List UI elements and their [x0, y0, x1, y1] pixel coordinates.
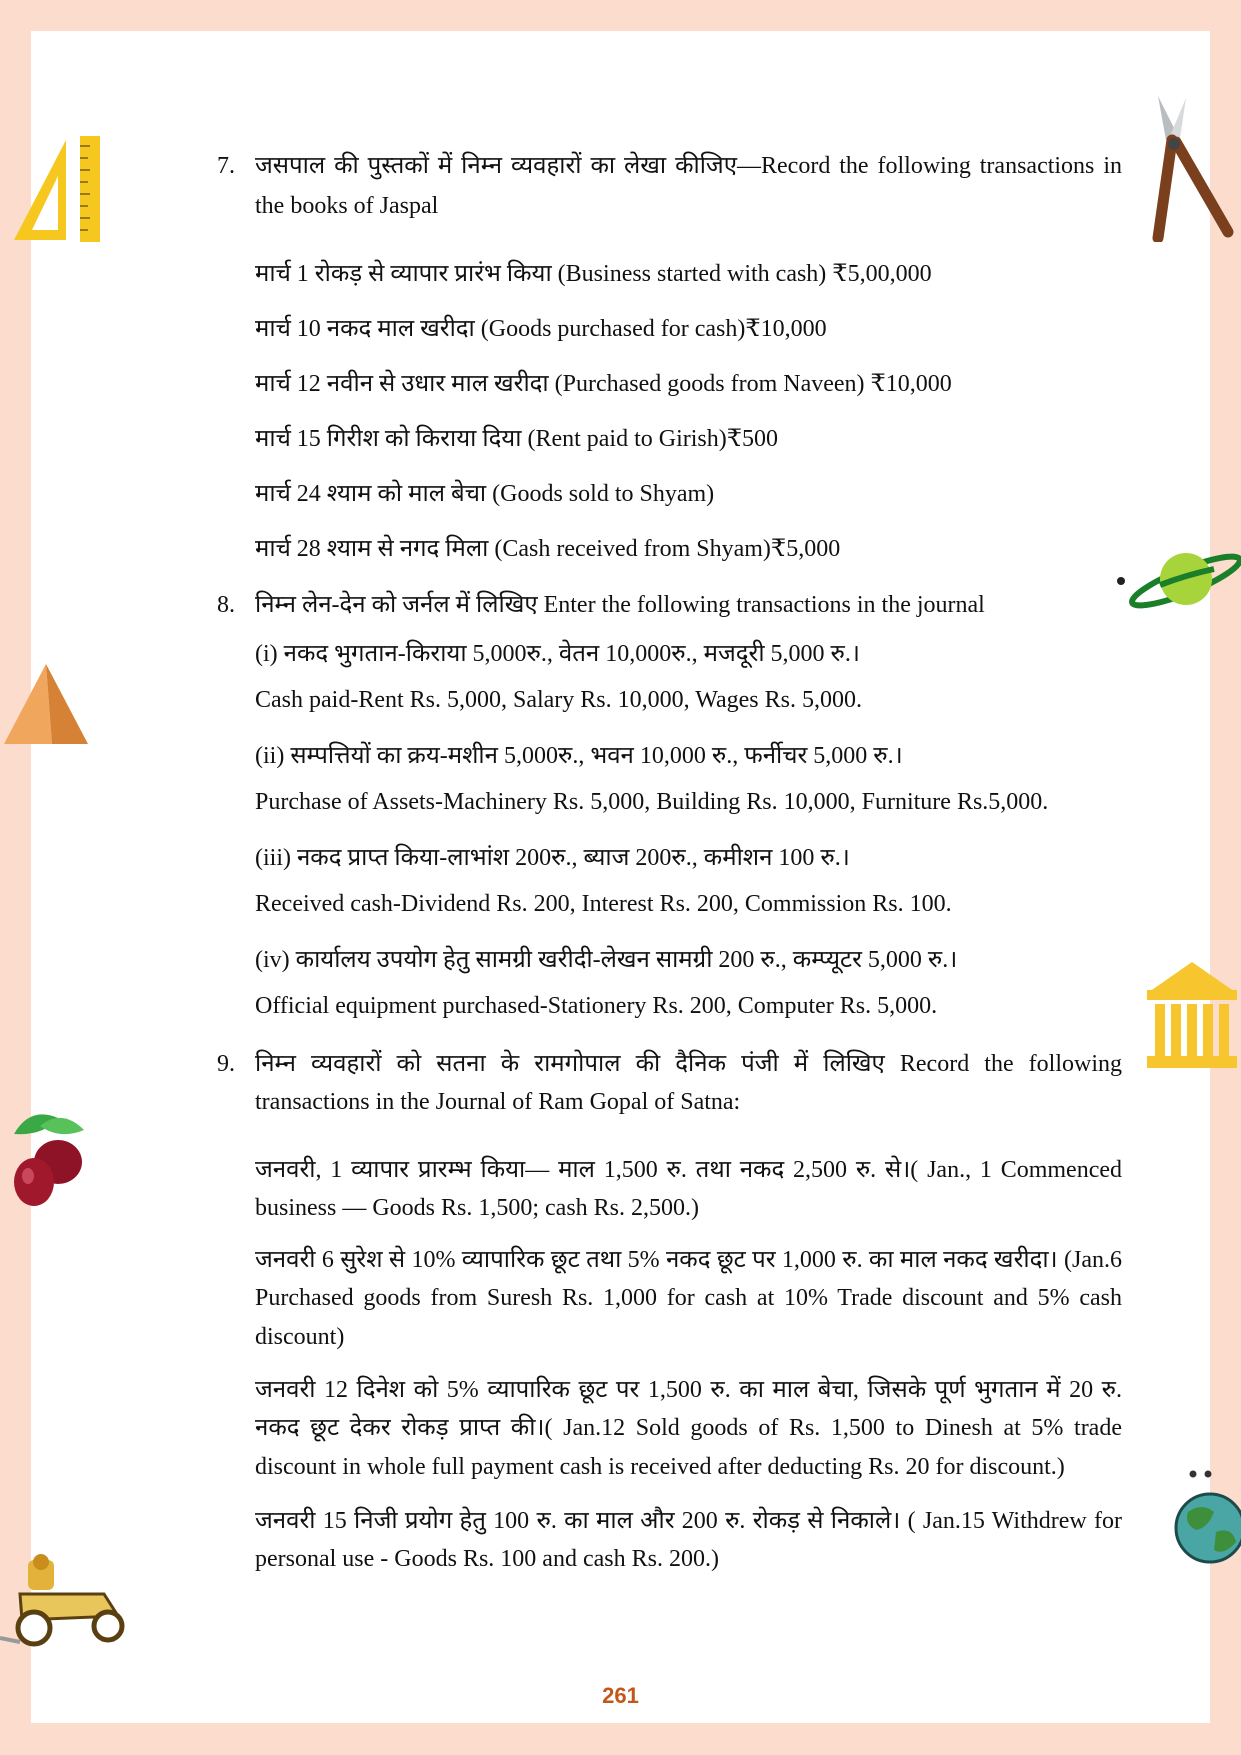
list-item: मार्च 12 नवीन से उधार माल खरीदा (Purchased goods from Naveen) ₹10,000	[255, 371, 952, 397]
list-item: Official equipment purchased-Stationery Rs. 200, Computer Rs. 5,000.	[255, 993, 938, 1019]
page-number: 261	[602, 1683, 639, 1708]
list-item: (iv) कार्यालय उपयोग हेतु सामग्री खरीदी-लेखन सामग्री 200 रु., कम्प्यूटर 5,000 रु.।	[255, 947, 958, 973]
list-item: मार्च 28 श्याम से नगद मिला (Cash received from Shyam)₹5,000	[255, 536, 841, 562]
list-item: जनवरी 15 निजी प्रयोग हेतु 100 रु. का माल और 200 रु. रोकड़ से निकाले। ( Jan.15 Withdrew for personal use - Goods Rs. 100 and cash Rs. 200.)	[255, 1508, 1122, 1573]
question-number: 8.	[217, 592, 235, 618]
list-item: (ii) सम्पत्तियों का क्रय-मशीन 5,000रु., भवन 10,000 रु., फर्नीचर 5,000 रु.।	[255, 743, 903, 769]
pyramid-icon	[2, 660, 90, 748]
question-number: 9.	[217, 1051, 235, 1077]
cherry-fruit-icon	[4, 1106, 88, 1210]
list-item: (iii) नकद प्राप्त किया-लाभांश 200रु., ब्याज 200रु., कमीशन 100 रु.।	[255, 845, 850, 871]
list-item: Cash paid-Rent Rs. 5,000, Salary Rs. 10,000, Wages Rs. 5,000.	[255, 687, 862, 713]
question-text: निम्न व्यवहारों को सतना के रामगोपाल की दैनिक पंजी में लिखिए Record the following transactions in the Journal of Ram Gopal of Satna:	[255, 1051, 1122, 1116]
list-item: Purchase of Assets-Machinery Rs. 5,000, Building Rs. 10,000, Furniture Rs.5,000.	[255, 789, 1049, 815]
list-item: मार्च 1 रोकड़ से व्यापार प्रारंभ किया (Business started with cash) ₹5,00,000	[255, 261, 932, 287]
pruning-shears-icon	[1150, 92, 1241, 242]
list-item: जनवरी 12 दिनेश को 5% व्यापारिक छूट पर 1,500 रु. का माल बेचा, जिसके पूर्ण भुगतान में 20 रु. नकद छूट देकर रोकड़ प्राप्त की।( Jan.12 Sold goods of Rs. 1,500 to Dinesh at 5% trade discount in whole full payment cash is received after deducting Rs. 20 for discount.)	[255, 1377, 1122, 1480]
planet-icon	[1114, 545, 1241, 615]
list-item: Received cash-Dividend Rs. 200, Interest Rs. 200, Commission Rs. 100.	[255, 891, 952, 917]
globe-icon	[1166, 1466, 1241, 1570]
question-text: निम्न लेन-देन को जर्नल में लिखिए Enter the following transactions in the journal	[255, 592, 985, 618]
set-square-ruler-icon	[6, 132, 106, 244]
vintage-car-icon	[0, 1550, 130, 1650]
page	[31, 31, 1210, 1723]
list-item: जनवरी 6 सुरेश से 10% व्यापारिक छूट तथा 5% नकद छूट पर 1,000 रु. का माल नकद खरीदा। (Jan.6 Purchased goods from Suresh Rs. 1,000 for cash at 10% Trade discount and 5% cash discount)	[255, 1247, 1122, 1350]
list-item: मार्च 24 श्याम को माल बेचा (Goods sold to Shyam)	[255, 481, 715, 507]
list-item: मार्च 10 नकद माल खरीदा (Goods purchased for cash)₹10,000	[255, 316, 827, 342]
question-text: जसपाल की पुस्तकों में निम्न व्यवहारों का लेखा कीजिए—Record the following transactions in the books of Jaspal	[255, 153, 1122, 219]
question-number: 7.	[217, 153, 235, 179]
list-item: (i) नकद भुगतान-किराया 5,000रु., वेतन 10,000रु., मजदूरी 5,000 रु.।	[255, 641, 860, 667]
pillared-building-icon	[1143, 958, 1241, 1070]
list-item: मार्च 15 गिरीश को किराया दिया (Rent paid to Girish)₹500	[255, 426, 779, 452]
list-item: जनवरी, 1 व्यापार प्रारम्भ किया— माल 1,500 रु. तथा नकद 2,500 रु. से।( Jan., 1 Commenced business — Goods Rs. 1,500; cash Rs. 2,500.)	[255, 1157, 1122, 1222]
